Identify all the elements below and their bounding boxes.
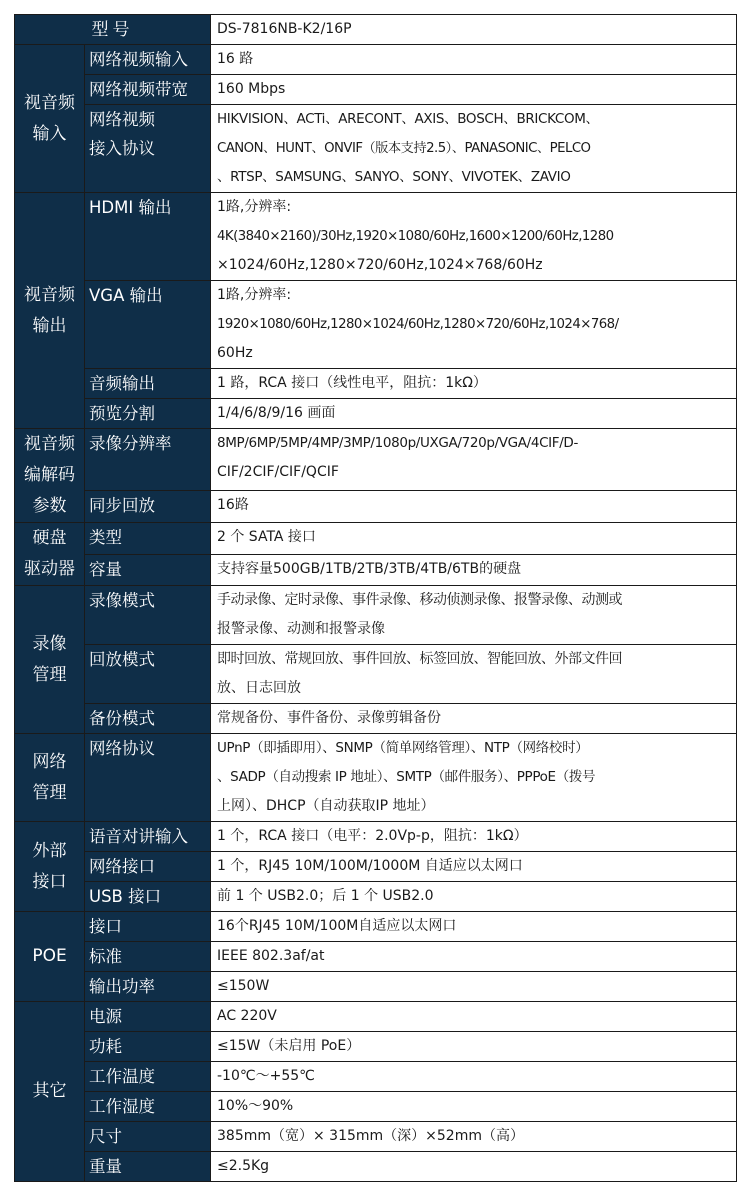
row-poe-port (15, 912, 737, 942)
label-operating-humidity: 工作湿度 (85, 1092, 211, 1122)
row-talk-input (15, 822, 737, 852)
value-audio-output: 1 路，RCA 接口（线性电平，阻抗：1kΩ） (211, 369, 737, 399)
value-network-protocol: UPnP（即插即用）、SNMP（简单网络管理）、NTP（网络校时） 、SADP（自动搜索 IP 地址）、SMTP（邮件服务）、PPPoE（拨号 上网）、DHCP（自动获取IP 地址） (211, 734, 737, 822)
label-power-supply: 电源 (85, 1002, 211, 1032)
label-access-protocol: 网络视频 接入协议 (85, 105, 211, 193)
label-talk-input: 语音对讲输入 (85, 822, 211, 852)
spec-table (14, 14, 737, 1182)
row-weight (15, 1152, 737, 1182)
category-network: 网络 管理 (15, 734, 85, 822)
value-playback-mode: 即时回放、常规回放、事件回放、标签回放、智能回放、外部文件回 放、日志回放 (211, 645, 737, 704)
label-hdmi-output: HDMI 输出 (85, 193, 211, 281)
row-model (15, 15, 737, 45)
row-record-mode (15, 586, 737, 645)
row-access-protocol (15, 105, 737, 193)
value-dimension: 385mm（宽）× 315mm（深）×52mm（高） (211, 1122, 737, 1152)
row-network-protocol (15, 734, 737, 822)
row-lan-port (15, 852, 737, 882)
value-talk-input: 1 个，RCA 接口（电平：2.0Vp-p，阻抗：1kΩ） (211, 822, 737, 852)
row-network-video-input (15, 45, 737, 75)
label-usb-port: USB 接口 (85, 882, 211, 912)
value-power-supply: AC 220V (211, 1002, 737, 1032)
value-preview-split: 1/4/6/8/9/16 画面 (211, 399, 737, 429)
label-network-video-input: 网络视频输入 (85, 45, 211, 75)
value-usb-port: 前 1 个 USB2.0；后 1 个 USB2.0 (211, 882, 737, 912)
label-audio-output: 音频输出 (85, 369, 211, 399)
row-poe-standard (15, 942, 737, 972)
row-usb-port (15, 882, 737, 912)
row-power-consumption (15, 1032, 737, 1062)
label-operating-temperature: 工作温度 (85, 1062, 211, 1092)
category-poe: POE (15, 912, 85, 1002)
row-sync-playback (15, 491, 737, 523)
label-poe-power: 输出功率 (85, 972, 211, 1002)
row-network-video-bandwidth (15, 75, 737, 105)
row-vga-output (15, 281, 737, 369)
label-dimension: 尺寸 (85, 1122, 211, 1152)
model-value: DS-7816NB-K2/16P (211, 15, 737, 45)
category-other: 其它 (15, 1002, 85, 1182)
value-sync-playback: 16路 (211, 491, 737, 523)
category-ports: 外部 接口 (15, 822, 85, 912)
value-poe-power: ≤150W (211, 972, 737, 1002)
row-operating-temperature (15, 1062, 737, 1092)
row-operating-humidity (15, 1092, 737, 1122)
label-record-mode: 录像模式 (85, 586, 211, 645)
label-sync-playback: 同步回放 (85, 491, 211, 523)
value-lan-port: 1 个，RJ45 10M/100M/1000M 自适应以太网口 (211, 852, 737, 882)
value-disk-type: 2 个 SATA 接口 (211, 523, 737, 555)
category-codec: 视音频 编解码 参数 (15, 429, 85, 523)
category-av-output: 视音频 输出 (15, 193, 85, 429)
label-backup-mode: 备份模式 (85, 704, 211, 734)
label-playback-mode: 回放模式 (85, 645, 211, 704)
row-audio-output (15, 369, 737, 399)
label-disk-capacity: 容量 (85, 554, 211, 586)
row-poe-power (15, 972, 737, 1002)
value-poe-standard: IEEE 802.3af/at (211, 942, 737, 972)
value-access-protocol: HIKVISION、ACTi、ARECONT、AXIS、BOSCH、BRICKCOM、 CANON、HUNT、ONVIF（版本支持2.5）、PANASONIC、PELCO 、RTSP、SAMSUNG、SANYO、SONY、VIVOTEK、ZAVIO (211, 105, 737, 193)
value-record-resolution: 8MP/6MP/5MP/4MP/3MP/1080p/UXGA/720p/VGA/4CIF/D- CIF/2CIF/CIF/QCIF (211, 429, 737, 491)
value-operating-temperature: -10℃～+55℃ (211, 1062, 737, 1092)
model-label: 型号 (15, 15, 211, 45)
label-network-protocol: 网络协议 (85, 734, 211, 822)
label-poe-port: 接口 (85, 912, 211, 942)
row-backup-mode (15, 704, 737, 734)
category-disk: 硬盘 驱动器 (15, 523, 85, 586)
row-playback-mode (15, 645, 737, 704)
label-network-video-bandwidth: 网络视频带宽 (85, 75, 211, 105)
row-disk-capacity (15, 554, 737, 586)
value-backup-mode: 常规备份、事件备份、录像剪辑备份 (211, 704, 737, 734)
label-disk-type: 类型 (85, 523, 211, 555)
value-network-video-bandwidth: 160 Mbps (211, 75, 737, 105)
row-hdmi-output (15, 193, 737, 281)
label-power-consumption: 功耗 (85, 1032, 211, 1062)
value-poe-port: 16个RJ45 10M/100M自适应以太网口 (211, 912, 737, 942)
category-av-input: 视音频 输入 (15, 45, 85, 193)
value-weight: ≤2.5Kg (211, 1152, 737, 1182)
label-record-resolution: 录像分辨率 (85, 429, 211, 491)
row-disk-type (15, 523, 737, 555)
label-preview-split: 预览分割 (85, 399, 211, 429)
label-lan-port: 网络接口 (85, 852, 211, 882)
row-record-resolution (15, 429, 737, 491)
value-disk-capacity: 支持容量500GB/1TB/2TB/3TB/4TB/6TB的硬盘 (211, 554, 737, 586)
label-poe-standard: 标准 (85, 942, 211, 972)
label-vga-output: VGA 输出 (85, 281, 211, 369)
value-vga-output: 1路,分辨率: 1920×1080/60Hz,1280×1024/60Hz,1280×720/60Hz,1024×768/ 60Hz (211, 281, 737, 369)
value-power-consumption: ≤15W（未启用 PoE） (211, 1032, 737, 1062)
label-weight: 重量 (85, 1152, 211, 1182)
row-power-supply (15, 1002, 737, 1032)
value-hdmi-output: 1路,分辨率: 4K(3840×2160)/30Hz,1920×1080/60Hz,1600×1200/60Hz,1280 ×1024/60Hz,1280×720/60Hz,1024×768/60Hz (211, 193, 737, 281)
value-record-mode: 手动录像、定时录像、事件录像、移动侦测录像、报警录像、动测或 报警录像、动测和报警录像 (211, 586, 737, 645)
category-recording: 录像 管理 (15, 586, 85, 734)
value-operating-humidity: 10%～90% (211, 1092, 737, 1122)
value-network-video-input: 16 路 (211, 45, 737, 75)
row-dimension (15, 1122, 737, 1152)
row-preview-split (15, 399, 737, 429)
